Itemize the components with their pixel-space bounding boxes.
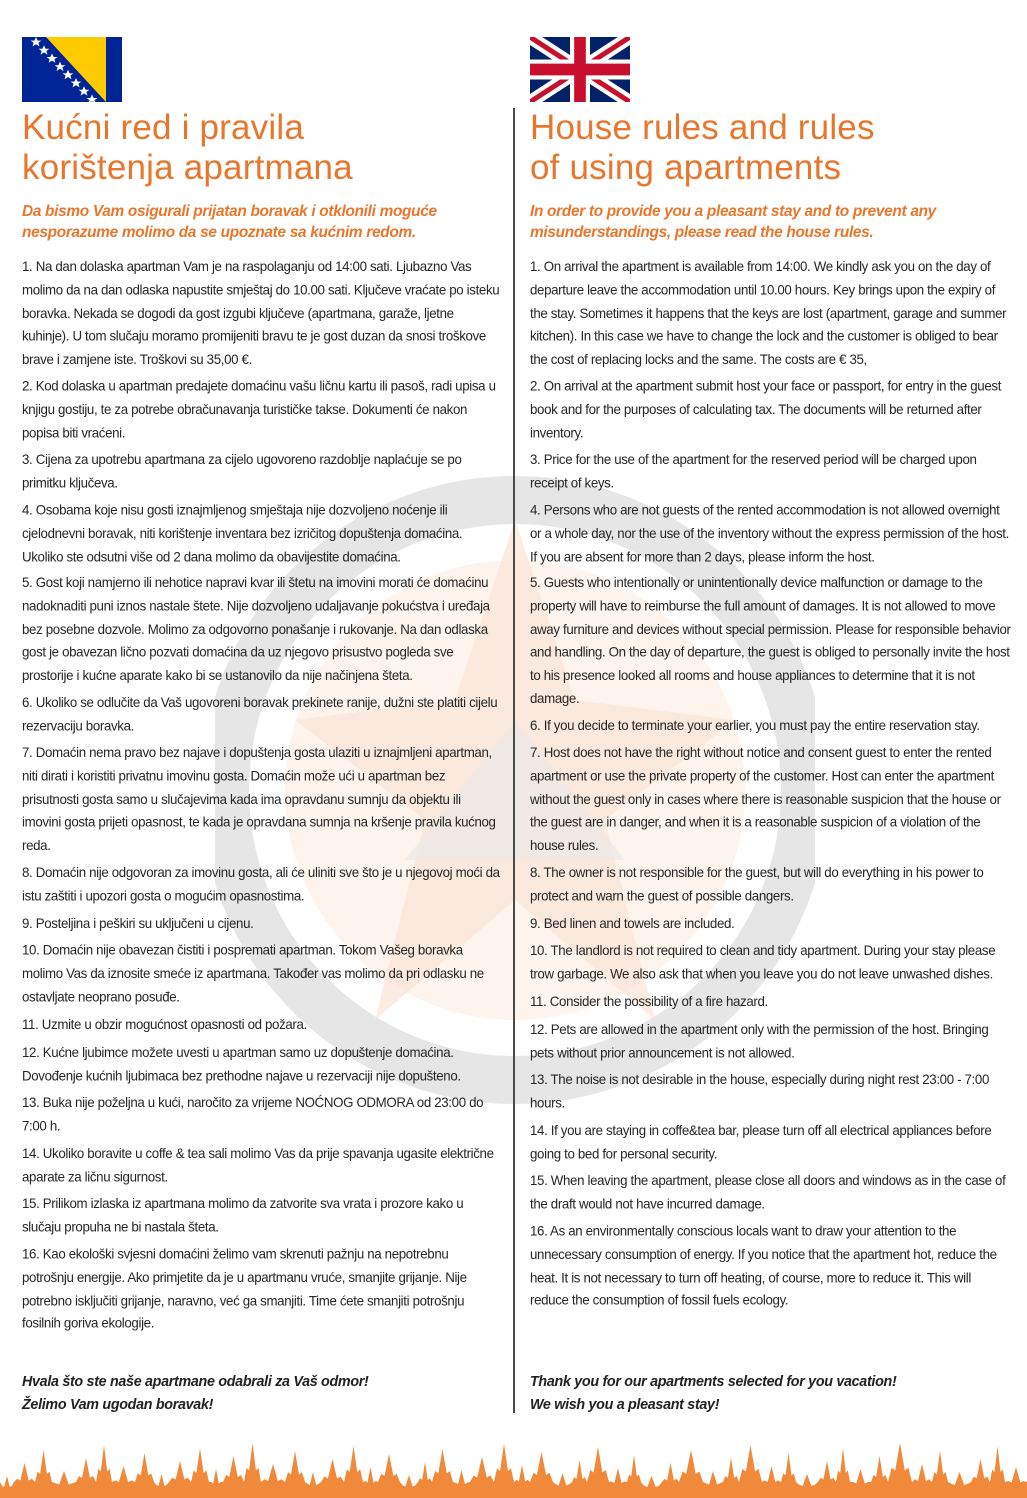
english-closing-line1: Thank you for our apartments selected for you vacation! [530,1374,897,1390]
column-divider [513,108,515,1413]
list-item: 13. Buka nije poželjna u kući, naročito za vrijeme NOĆNOG ODMORA od 23:00 do 7:00 h. [22,1094,484,1134]
bosnian-closing-line1: Hvala što ste naše apartmane odabrali za Vaš odmor! [22,1374,369,1390]
list-item: 12. Kućne ljubimce možete uvesti u apartman samo uz dopuštenje domaćina. Dovođenje kućnih ljubimaca bez prethodne najave u rezervaciji nije dopušteno. [22,1044,461,1083]
list-item: 9. Bed linen and towels are included. [530,915,735,931]
list-item: 2. On arrival at the apartment submit host your face or passport, for entry in the guest book and for the purposes of calculating tax. The documents will be returned after inventory. [530,378,1002,441]
list-item: 9. Posteljina i peškiri su uključeni u cijenu. [22,915,254,931]
list-item: 8. Domaćin nije odgovoran za imovinu gosta, ali će uliniti sve što je u njegovoj moći da istu zaštiti i upozori gosta o mogućim opasnostima. [22,864,500,904]
list-item: 14. If you are staying in coffe&tea bar, please turn off all electrical appliances before going to bed for personal security. [530,1122,992,1162]
english-title [530,108,875,188]
list-item: 3. Cijena za upotrebu apartmana za cijelo ugovoreno razdoblje naplaćuje se po primitku ključeva. [22,451,462,491]
list-item: 2. Kod dolaska u apartman predajete domaćinu vašu ličnu kartu ili pasoš, radi upisa u knjigu gostiju, te za potrebe obračunavanja turističke takse. Dokumenti će nakon popisa biti vraćeni. [22,378,496,441]
list-item: 11. Uzmite u obzir mogućnost opasnosti od požara. [22,1016,307,1032]
list-item: 16. Kao ekološki svjesni domaćini želimo vam skrenuti pažnju na nepotrebnu potrošnju energije. Ako primjetite da je u apartmanu vruće, smanjite grijanje. Nije potrebno isključiti grijanje, naravno, već ga smanjiti. Time ćete smanjiti potrošnju fosilnih goriva ekologije. [22,1246,467,1332]
forest-silhouette-icon [0,1418,1027,1498]
list-item: 14. Ukoliko boravite u coffe & tea sali molimo Vas da prije spavanja ugasite električne aparate za ličnu sigurnost. [22,1145,494,1184]
bosnian-title [22,108,353,188]
list-item: 13. The noise is not desirable in the house, especially during night rest 23:00 - 7:00 hours. [530,1071,989,1111]
bosnian-title-line1: Kućni red i pravila [22,108,304,147]
list-item: 10. Domaćin nije obavezan čistiti i pospremati apartman. Tokom Vašeg boravka molimo Vas da iznosite smeće iz apartmana. Također vas molimo da pri odlasku ne ostavljate neoprano posuđe. [22,942,484,1005]
tree-line [0,1443,1027,1498]
bosnian-rules-list [22,257,500,1340]
english-title-line1: House rules and rules [530,108,875,147]
english-closing-line2: We wish you a pleasant stay! [530,1397,720,1413]
list-item: 10. The landlord is not required to clean and tidy apartment. During your stay please trow garbage. We also ask that when you leave you do not leave unwashed dishes. [530,942,996,982]
list-item: 11. Consider the possibility of a fire hazard. [530,993,768,1010]
list-item: 15. When leaving the apartment, please close all doors and windows as in the case of the draft would not have incurred damage. [530,1173,1006,1212]
bosnia-flag-icon [22,37,122,102]
uk-flag-icon [530,37,630,102]
list-item: 3. Price for the use of the apartment for the reserved period will be charged upon receipt of keys. [530,451,977,491]
bosnian-title-line2: korištenja apartmana [22,148,353,187]
list-item: 5. Guests who intentionally or unintentionally device malfunction or damage to the property will have to reimburse the full amount of damages. It is not allowed to move away furniture and devices without special permission. Please for responsible behavior and handling. On the day of departure, the guest is obliged to personally invite the host to his presence looked all rooms and house appliances to determine that it is not damage. [530,575,1011,707]
list-item: 5. Gost koji namjerno ili nehotice napravi kvar ili štetu na imovini morati će domaćinu nadoknaditi puni iznos nastale štete. Nije dozvoljeno udaljavanje pokućstva i uređaja bez posebne dozvole. Molimo za odgovorno ponašanje i rukovanje. Na dan odlaska gost je obavezan lično pozvati domaćina da uz njegovo prisustvo pogleda sve prostorije i kućne aparate kako bi se ustanovilo da nije načinjena šteta. [22,575,490,684]
list-item: 7. Host does not have the right without notice and consent guest to enter the rented apartment or use the private property of the customer. Host can enter the apartment without the guest only in cases where there is reasonable suspicion that the house or the guest are in danger, and when it is a reasonable suspicion of a violation of the house rules. [530,744,1001,854]
list-item: 6. Ukoliko se odlučite da Vaš ugovoreni boravak prekinete ranije, dužni ste platiti cijelu rezervaciju boravka. [22,694,498,734]
list-item: 1. Na dan dolaska apartman Vam je na raspolaganju od 14:00 sati. Ljubazno Vas molimo da na dan odlaska napustite smještaj do 10.00 sati. Ključeve vraćate po isteku boravka. Nekada se dogodi da gost izgubi ključeve (apartmana, garaže, ljetne kuhinje). U tom slučaju moramo promijeniti bravu te je gost duzan da snosi troškove brave i zamjene iste. Troškovi su 35,00 €. [22,258,500,368]
english-intro: In order to provide you a pleasant stay and to prevent any misunderstandings, please read the house rules. [530,203,936,241]
bosnian-intro: Da bismo Vam osigurali prijatan boravak i otklonili moguće nesporazume molimo da se upoznate sa kućnim redom. [22,203,437,241]
english-rules-list [530,257,1012,1317]
list-item: 4. Persons who are not guests of the rented accommodation is not allowed overnight or a whole day, nor the use of the inventory without the express permission of the host. If you are absent for more than 2 days, please inform the host. [530,502,1009,565]
list-item: 7. Domaćin nema pravo bez najave i dopuštenja gosta ulaziti u iznajmljeni apartman, niti dirati i koristiti privatnu imovinu gosta. Domaćin može ući u apartman bez prisutnosti gosta samo u slučajevima kada ima opravdanu sumnju da objektu ili imovini gosta prijeti opasnost, te kada je opravdana sumnja na kršenje pravila kućnog reda. [22,744,496,854]
english-closing [530,1371,896,1417]
bosnian-closing [22,1371,369,1417]
list-item: 15. Prilikom izlaska iz apartmana molimo da zatvorite sva vrata i prozore kako u slučaju propuha ne bi nastala šteta. [22,1195,464,1235]
english-title-line2: of using apartments [530,148,842,187]
bosnian-closing-line2: Želimo Vam ugodan boravak! [22,1397,214,1413]
list-item: 8. The owner is not responsible for the guest, but will do everything in his power to protect and warn the guest of possible dangers. [530,864,984,904]
list-item: 1. On arrival the apartment is available from 14:00. We kindly ask you on the day of departure leave the accommodation until 10.00 hours. Key brings upon the expiry of the stay. Sometimes it happens that the keys are lost (apartment, garage and summer kitchen). In this case we have to change the lock and the customer is obliged to bear the cost of replacing locks and the same. The costs are € 35, [530,258,1007,368]
list-item: 4. Osobama koje nisu gosti iznajmljenog smještaja nije dozvoljeno noćenje ili cjelodnevni boravak, niti korištenje inventara bez izričitog dopuštenja domaćina. Ukoliko ste odsutni više od 2 dana molimo da obavijestite domaćina. [22,502,463,565]
list-item: 12. Pets are allowed in the apartment only with the permission of the host. Bringing pets without prior announcement is not allowed. [530,1021,989,1060]
list-item: 6. If you decide to terminate your earlier, you must pay the entire reservation stay. [530,717,980,734]
list-item: 16. As an environmentally conscious locals want to draw your attention to the unnecessary consumption of energy. If you notice that the apartment hot, reduce the heat. It is not necessary to turn off heating, of course, more to reduce it. This will reduce the consumption of fossil fuels ecology. [530,1223,997,1309]
